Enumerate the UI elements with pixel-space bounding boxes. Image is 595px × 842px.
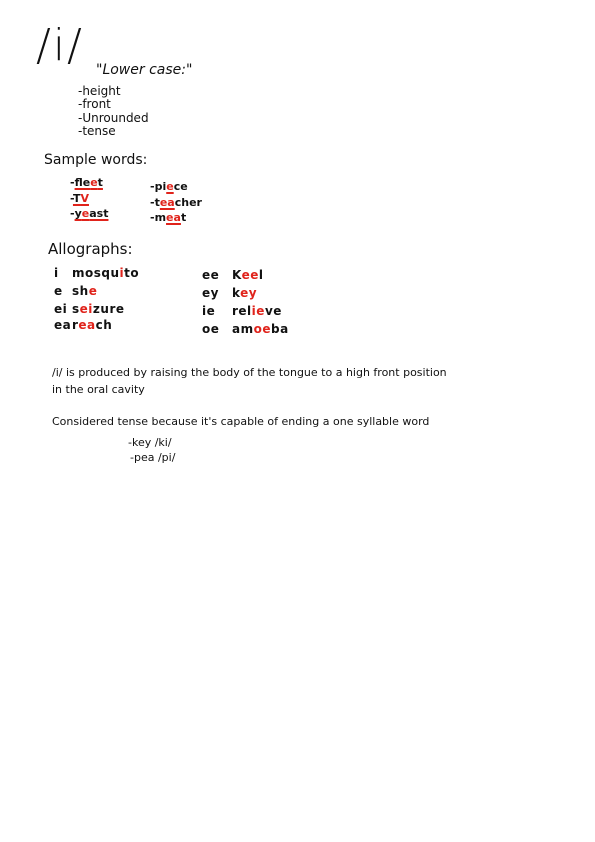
allograph-row: ei seizure	[54, 302, 125, 316]
allograph-row: e she	[54, 284, 98, 298]
tense-note: Considered tense because it's capable of ending a one syllable word	[52, 415, 430, 428]
sample-word: -teacher	[150, 196, 202, 209]
allograph-row: ie relieve	[202, 304, 282, 318]
allograph-row: ey key	[202, 286, 258, 300]
lowercase-label: "Lower case:"	[96, 62, 193, 78]
description-line: in the oral cavity	[52, 383, 145, 396]
sample-word: -piece	[150, 180, 188, 193]
allograph-row: i mosquito	[54, 266, 140, 280]
sample-word: -yeast	[70, 207, 109, 220]
description-line: /i/ is produced by raising the body of the tongue to a high front position	[52, 366, 447, 379]
page-title: /i/	[36, 20, 84, 71]
example-item: -key /ki/	[128, 436, 172, 449]
allograph-row: eareach	[54, 318, 113, 332]
sample-word: -TV	[70, 192, 89, 205]
sample-words-heading: Sample words:	[44, 152, 148, 168]
feature-item: -tense	[78, 124, 116, 138]
feature-item: -height	[78, 84, 121, 98]
sample-word: -fleet	[70, 176, 103, 189]
allographs-heading: Allographs:	[48, 240, 133, 258]
allograph-row: ee Keel	[202, 268, 264, 282]
feature-item: -front	[78, 97, 111, 111]
feature-item: -Unrounded	[78, 111, 149, 125]
example-item: -pea /pi/	[130, 451, 176, 464]
allograph-row: oe amoeba	[202, 322, 289, 336]
sample-word: -meat	[150, 211, 187, 224]
